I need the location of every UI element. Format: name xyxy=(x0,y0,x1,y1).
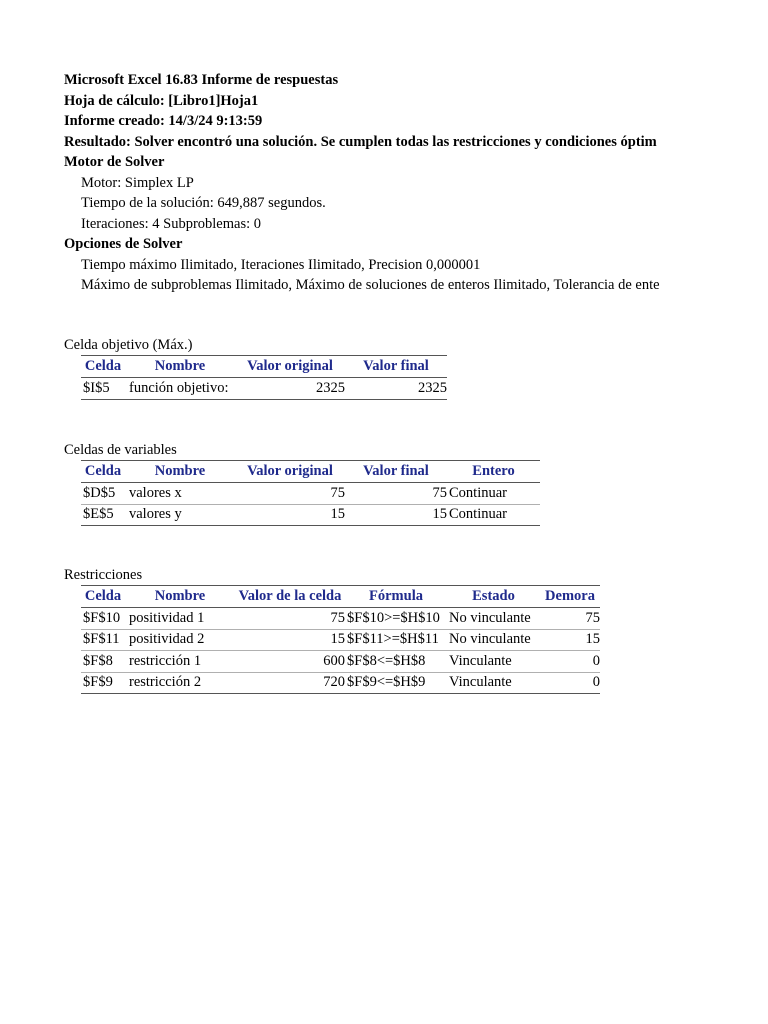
cell-slack: 0 xyxy=(592,674,600,691)
table-row xyxy=(81,608,600,630)
cell-formula: $F$8<=$H$8 xyxy=(347,652,426,669)
col-header-nombre: Nombre xyxy=(154,358,206,374)
options-line-2: Máximo de subproblemas Ilimitado, Máximo de soluciones de enteros Ilimitado, Tolerancia de ente xyxy=(81,277,660,293)
cell-value: 720 xyxy=(323,674,345,691)
iterations-line: Iteraciones: 4 Subproblemas: 0 xyxy=(81,215,261,232)
col-header-valor-original: Valor original xyxy=(247,463,333,479)
cell-ref: $I$5 xyxy=(83,379,110,396)
constraints-table xyxy=(81,585,600,694)
cell-value: 15 xyxy=(330,631,345,648)
cell-final-value: 15 xyxy=(432,506,447,523)
cell-final-value: 75 xyxy=(432,484,447,501)
col-header-estado: Estado xyxy=(472,588,515,604)
cell-ref: $F$9 xyxy=(83,674,113,691)
table-row xyxy=(81,651,600,673)
options-line-1: Tiempo máximo Ilimitado, Iteraciones Ilimitado, Precision 0,000001 xyxy=(81,256,481,273)
cell-ref: $F$8 xyxy=(83,652,113,669)
solver-options-heading: Opciones de Solver xyxy=(64,236,183,252)
col-header-celda: Celda xyxy=(84,358,122,374)
cell-status: Vinculante xyxy=(449,652,512,669)
cell-name: valores x xyxy=(129,484,182,501)
variables-table xyxy=(81,460,540,526)
cell-integer: Continuar xyxy=(449,506,507,523)
cell-value: 600 xyxy=(323,652,345,669)
col-header-celda: Celda xyxy=(84,588,122,604)
col-header-celda: Celda xyxy=(84,463,122,479)
cell-status: Vinculante xyxy=(449,674,512,691)
table-row xyxy=(81,378,447,400)
cell-name: restricción 2 xyxy=(129,674,202,691)
cell-name: restricción 1 xyxy=(129,652,202,669)
solver-engine-heading: Motor de Solver xyxy=(64,154,165,170)
col-header-demora: Demora xyxy=(545,588,595,604)
table-header-row xyxy=(81,586,600,608)
solution-time-line: Tiempo de la solución: 649,887 segundos. xyxy=(81,195,326,211)
report-header xyxy=(64,70,680,296)
worksheet-line: Hoja de cálculo: [Libro1]Hoja1 xyxy=(64,92,259,109)
report-title: Microsoft Excel 16.83 Informe de respuestas xyxy=(64,72,339,88)
table-row xyxy=(81,629,600,651)
col-header-valor-original: Valor original xyxy=(247,358,333,374)
table-header-row xyxy=(81,461,540,483)
col-header-formula: Fórmula xyxy=(369,588,423,604)
cell-integer: Continuar xyxy=(449,484,507,501)
objective-caption: Celda objetivo (Máx.) xyxy=(64,337,193,353)
cell-status: No vinculante xyxy=(449,609,531,626)
col-header-nombre: Nombre xyxy=(154,463,206,479)
table-row xyxy=(81,672,600,694)
cell-name: positividad 2 xyxy=(129,631,205,648)
cell-ref: $D$5 xyxy=(83,484,116,501)
col-header-valor-final: Valor final xyxy=(363,463,429,479)
cell-slack: 15 xyxy=(585,631,600,648)
result-line: Resultado: Solver encontró una solución. Se cumplen todas las restricciones y condiciones óptim xyxy=(64,133,657,150)
col-header-entero: Entero xyxy=(472,463,515,479)
table-row xyxy=(81,483,540,505)
variables-caption: Celdas de variables xyxy=(64,442,177,458)
table-header-row xyxy=(81,356,447,378)
cell-formula: $F$11>=$H$11 xyxy=(347,631,439,648)
created-line: Informe creado: 14/3/24 9:13:59 xyxy=(64,113,263,129)
cell-name: función objetivo: xyxy=(129,379,229,396)
col-header-nombre: Nombre xyxy=(154,588,206,604)
cell-final-value: 2325 xyxy=(418,379,447,396)
cell-status: No vinculante xyxy=(449,631,531,648)
cell-original-value: 15 xyxy=(330,506,345,523)
cell-slack: 0 xyxy=(592,652,600,669)
cell-slack: 75 xyxy=(585,609,600,626)
cell-original-value: 2325 xyxy=(316,379,345,396)
cell-ref: $E$5 xyxy=(83,506,114,523)
cell-formula: $F$9<=$H$9 xyxy=(347,674,426,691)
cell-ref: $F$10 xyxy=(83,609,121,626)
objective-table xyxy=(81,355,447,400)
cell-value: 75 xyxy=(330,609,345,626)
col-header-valor-final: Valor final xyxy=(363,358,429,374)
cell-name: positividad 1 xyxy=(129,609,205,626)
cell-ref: $F$11 xyxy=(83,631,120,648)
col-header-valor-celda: Valor de la celda xyxy=(238,588,342,604)
cell-name: valores y xyxy=(129,506,182,523)
cell-original-value: 75 xyxy=(330,484,345,501)
table-row xyxy=(81,504,540,526)
engine-line: Motor: Simplex LP xyxy=(81,174,194,191)
constraints-caption: Restricciones xyxy=(64,567,143,583)
cell-formula: $F$10>=$H$10 xyxy=(347,609,440,626)
